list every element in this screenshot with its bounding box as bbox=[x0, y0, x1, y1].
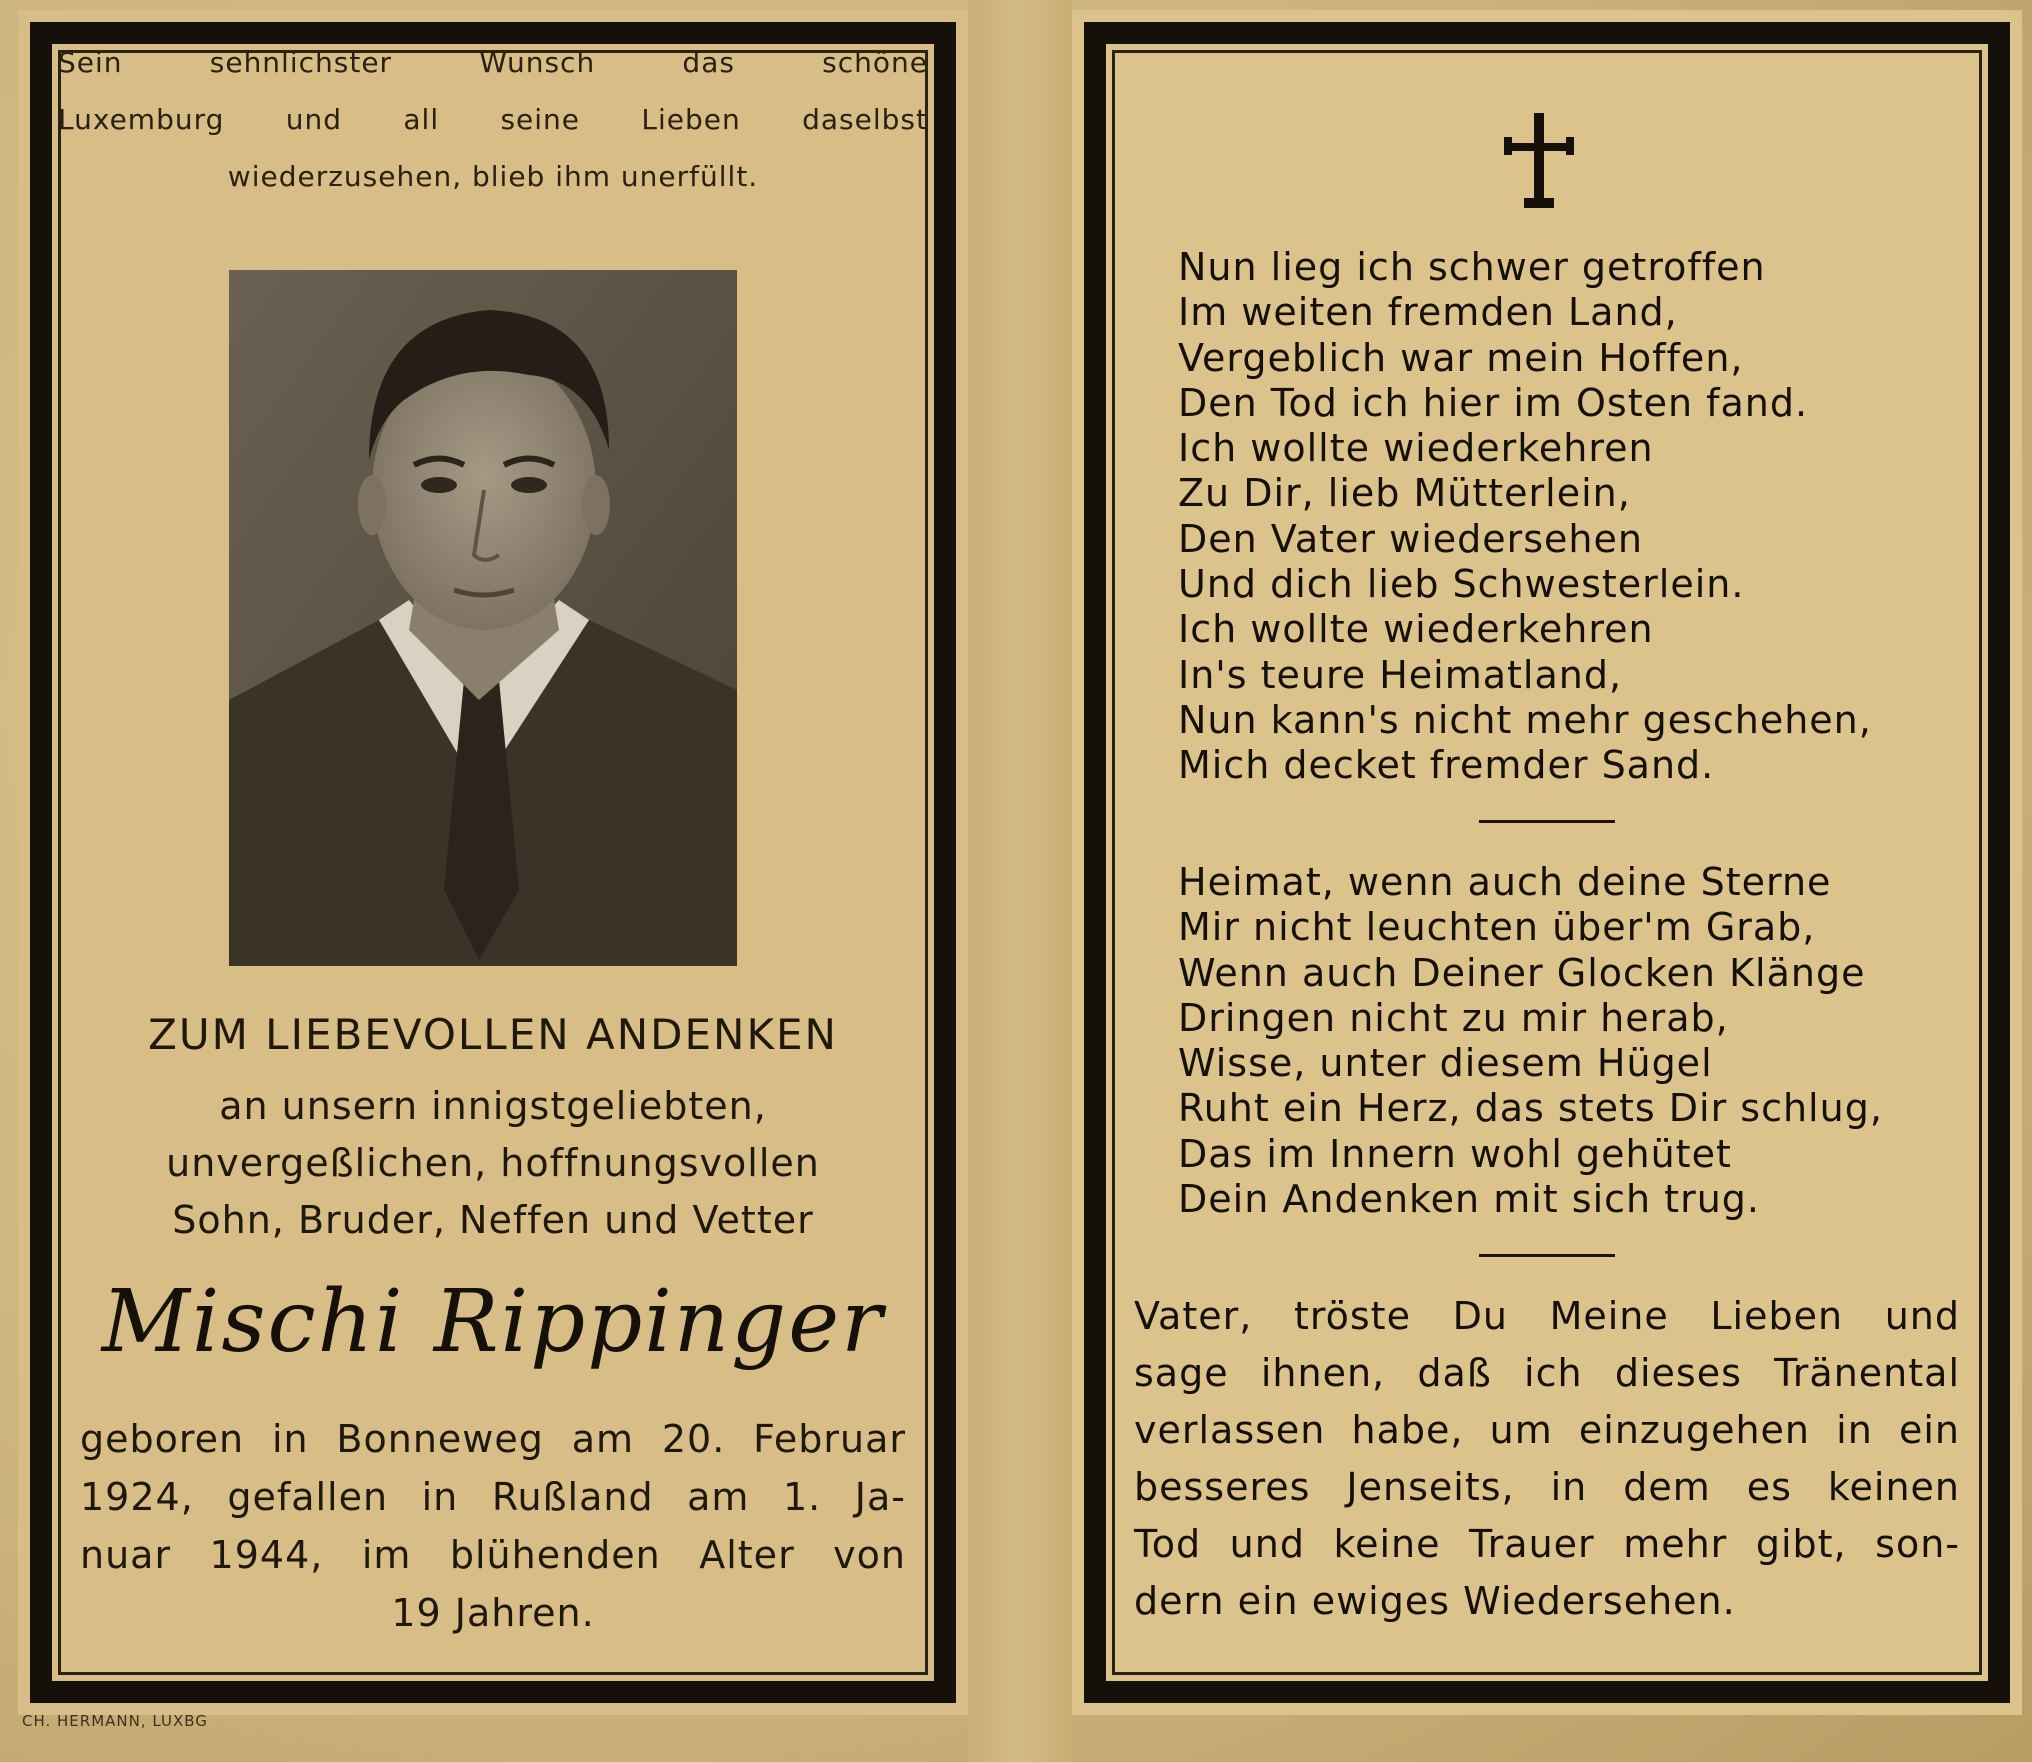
prayer-line: verlassen habe, um einzugehen in ein bbox=[1134, 1408, 1960, 1452]
prayer-line: sage ihnen, daß ich dieses Tränental bbox=[1134, 1351, 1960, 1395]
wish-line: Luxemburg und all seine Lieben daselbst bbox=[58, 103, 928, 136]
poem-line: Nun lieg ich schwer getroffen bbox=[1178, 245, 1766, 289]
poem-line: Das im Innern wohl gehütet bbox=[1178, 1131, 1732, 1176]
poem-line: Nun kann's nicht mehr geschehen, bbox=[1178, 697, 1872, 742]
section-divider bbox=[1479, 1254, 1615, 1257]
prayer-line: Tod und keine Trauer mehr gibt, son- bbox=[1134, 1522, 1960, 1566]
prayer-line: Vater, tröste Du Meine Lieben und bbox=[1134, 1294, 1960, 1338]
wish-text bbox=[58, 34, 928, 205]
bio-line: 1924, gefallen in Rußland am 1. Ja- bbox=[80, 1475, 906, 1519]
poem-line: Dringen nicht zu mir herab, bbox=[1178, 995, 1729, 1040]
poem-line: Wisse, unter diesem Hügel bbox=[1178, 1041, 1713, 1086]
wish-line: wiederzusehen, blieb ihm unerfüllt. bbox=[227, 160, 759, 193]
poem-line: Wenn auch Deiner Glocken Klänge bbox=[1178, 950, 1866, 995]
poem-line: Zu Dir, lieb Mütterlein, bbox=[1178, 471, 1631, 516]
poem-line: Heimat, wenn auch deine Sterne bbox=[1178, 860, 1832, 904]
poem-line: Den Vater wiedersehen bbox=[1178, 516, 1643, 561]
card-fold bbox=[968, 0, 1072, 1762]
left-card-panel bbox=[18, 10, 968, 1715]
section-divider bbox=[1479, 820, 1615, 823]
wish-line: Sein sehnlichster Wunsch das schöne bbox=[58, 46, 928, 79]
right-card-panel bbox=[1072, 10, 2022, 1715]
bio-line: geboren in Bonneweg am 20. Februar bbox=[80, 1417, 906, 1461]
poem-line: Ruht ein Herz, das stets Dir schlug, bbox=[1178, 1086, 1883, 1131]
dedication-line: unvergeßlichen, hoffnungsvollen bbox=[166, 1141, 820, 1185]
bio-line: nuar 1944, im blühenden Alter von bbox=[80, 1533, 906, 1577]
poem-line: Mich decket fremder Sand. bbox=[1178, 743, 1715, 788]
poem-line: Und dich lieb Schwesterlein. bbox=[1178, 562, 1745, 607]
bio-line: 19 Jahren. bbox=[391, 1591, 595, 1635]
memorial-dedication bbox=[18, 1078, 968, 1249]
poem-line: Vergeblich war mein Hoffen, bbox=[1178, 335, 1744, 380]
poem-line: Ich wollte wiederkehren bbox=[1178, 607, 1654, 652]
poem-line: Ich wollte wiederkehren bbox=[1178, 426, 1654, 471]
biography-text bbox=[80, 1410, 906, 1642]
dedication-line: Sohn, Bruder, Neffen und Vetter bbox=[172, 1198, 814, 1242]
poem-line: Den Tod ich hier im Osten fand. bbox=[1178, 380, 1809, 425]
poem-line: Mir nicht leuchten über'm Grab, bbox=[1178, 905, 1816, 950]
poem-line: Im weiten fremden Land, bbox=[1178, 290, 1678, 335]
prayer-line: dern ein ewiges Wiedersehen. bbox=[1134, 1579, 1736, 1623]
poem-line: In's teure Heimatland, bbox=[1178, 652, 1623, 697]
dedication-line: an unsern innigstgeliebten, bbox=[219, 1084, 767, 1128]
prayer-line: besseres Jenseits, in dem es keinen bbox=[1134, 1465, 1960, 1509]
poem-stanza-1 bbox=[1178, 245, 1982, 789]
portrait-illustration bbox=[229, 270, 737, 966]
poem-line: Dein Andenken mit sich trug. bbox=[1178, 1177, 1760, 1222]
memorial-title: ZUM LIEBEVOLLEN ANDENKEN bbox=[148, 1010, 838, 1059]
latin-cross-icon bbox=[1504, 113, 1574, 208]
poem-stanza-2 bbox=[1178, 860, 1982, 1222]
printer-imprint: CH. HERMANN, LUXBG bbox=[22, 1712, 208, 1730]
prayer-text bbox=[1134, 1288, 1960, 1630]
portrait-photo bbox=[229, 270, 737, 966]
deceased-name: Mischi Rippinger bbox=[101, 1272, 885, 1372]
